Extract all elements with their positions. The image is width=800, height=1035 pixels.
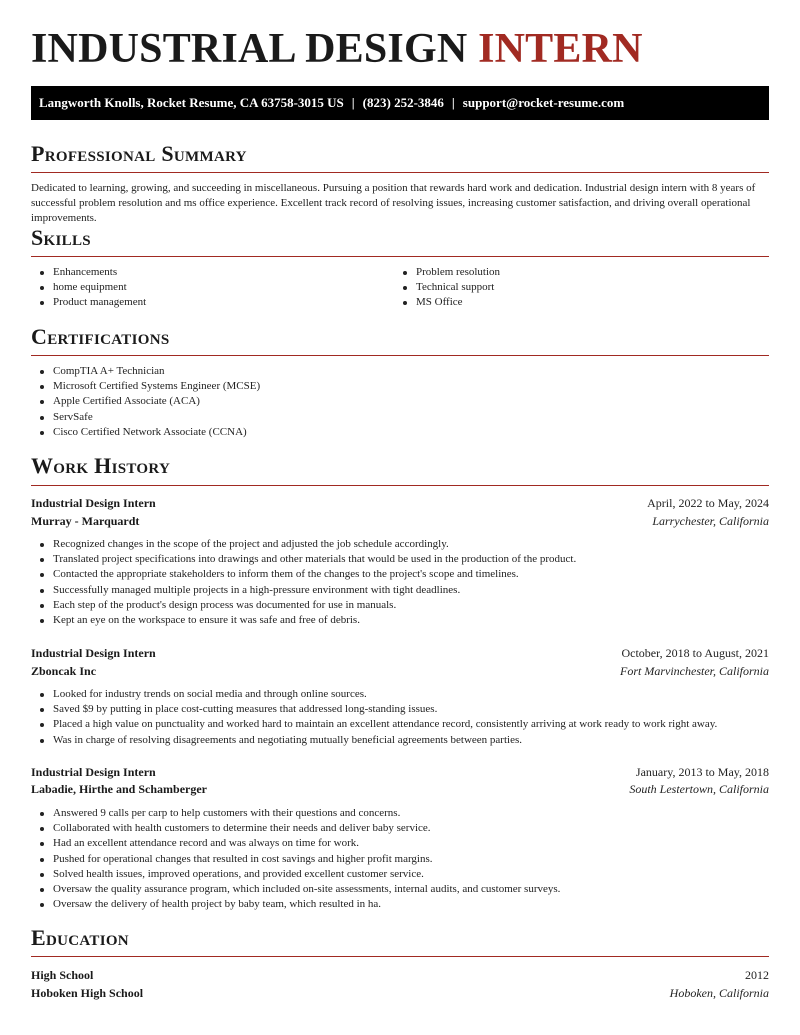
job-company: Zboncak Inc [31,664,97,678]
title-accent: INTERN [478,26,643,72]
education-location: Hoboken, California [669,986,769,1000]
section-divider [31,485,769,486]
certification-item: Apple Certified Associate (ACA) [31,394,260,409]
skill-item: Technical support [394,280,500,295]
job-bullet: Successfully managed multiple projects in a high-pressure environment with tight deadlines. [31,583,576,598]
skill-item: MS Office [394,295,500,310]
section-divider [31,256,769,257]
job-bullet: Oversaw the quality assurance program, which included on-site assessments, internal audits, and customer surveys. [31,882,560,897]
skills-list-left [31,265,146,311]
education-degree: High School [31,968,94,982]
job-bullet: Was in charge of resolving disagreements and negotiating mutually beneficial agreements between parties. [31,733,717,748]
job-location: Larrychester, California [652,514,769,528]
skills-list-right [394,265,500,311]
skills-heading: Skills [31,225,91,250]
job-company: Murray - Marquardt [31,514,140,528]
job-title: Industrial Design Intern [31,765,156,779]
education-year: 2012 [745,968,769,982]
contact-bar [31,86,769,120]
education-school: Hoboken High School [31,986,144,1000]
certifications-list [31,364,260,440]
summary-text: Dedicated to learning, growing, and succeeding in miscellaneous. Pursuing a position that rewards hard work and dedication. Industrial design intern with 8 years of successful problem resolution and ms office experience. Excellent track record of resolving issues, increasing customer satisfaction, and driving overall operational improvements. [31,182,756,224]
job-bullet: Oversaw the delivery of health project by baby team, which resulted in ha. [31,897,560,912]
skill-item: home equipment [31,280,146,295]
section-divider [31,172,769,173]
job-title: Industrial Design Intern [31,646,156,660]
contact-phone: (823) 252-3846 [362,95,444,110]
job-bullet: Each step of the product's design process was documented for use in manuals. [31,598,576,613]
work-history-heading: Work History [31,453,171,478]
job-bullet: Contacted the appropriate stakeholders to inform them of the changes to the project's scope and timelines. [31,567,576,582]
skill-item: Product management [31,295,146,310]
contact-separator: | [451,95,455,110]
job-dates: January, 2013 to May, 2018 [635,765,769,779]
job-company: Labadie, Hirthe and Schamberger [31,782,207,796]
job-location: South Lestertown, California [629,782,769,796]
title-main: INDUSTRIAL DESIGN [31,26,468,72]
section-divider [31,355,769,356]
education-heading: Education [31,925,129,950]
job-bullet: Pushed for operational changes that resulted in cost savings and higher profit margins. [31,852,560,867]
contact-separator: | [351,95,355,110]
section-divider [31,956,769,957]
skill-item: Problem resolution [394,265,500,280]
certification-item: CompTIA A+ Technician [31,364,260,379]
summary-heading: Professional Summary [31,141,247,166]
job-bullets [31,687,717,748]
job-bullet: Had an excellent attendance record and was always on time for work. [31,836,560,851]
job-title: Industrial Design Intern [31,496,156,510]
job-dates: October, 2018 to August, 2021 [621,646,769,660]
job-dates: April, 2022 to May, 2024 [647,496,769,510]
job-bullet: Looked for industry trends on social media and through online sources. [31,687,717,702]
contact-email[interactable]: support@rocket-resume.com [462,95,625,110]
job-location: Fort Marvinchester, California [620,664,769,678]
job-bullets [31,537,576,628]
job-bullet: Kept an eye on the workspace to ensure it was safe and free of debris. [31,613,576,628]
certification-item: Microsoft Certified Systems Engineer (MCSE) [31,379,260,394]
certification-item: Cisco Certified Network Associate (CCNA) [31,425,260,440]
skill-item: Enhancements [31,265,146,280]
job-bullet: Placed a high value on punctuality and worked hard to maintain an excellent attendance record, consistently arriving at work ready to work right away. [31,717,717,732]
contact-address: Langworth Knolls, Rocket Resume, CA 63758-3015 US [39,95,344,110]
job-bullets [31,806,560,912]
page-title [31,26,643,72]
job-bullet: Solved health issues, improved operations, and provided excellent customer service. [31,867,560,882]
job-bullet: Answered 9 calls per carp to help customers with their questions and concerns. [31,806,560,821]
job-bullet: Collaborated with health customers to determine their needs and deliver baby service. [31,821,560,836]
job-bullet: Recognized changes in the scope of the project and adjusted the job schedule accordingly. [31,537,576,552]
job-bullet: Saved $9 by putting in place cost-cutting measures that addressed long-standing issues. [31,702,717,717]
job-bullet: Translated project specifications into drawings and other materials that would be used in the production of the product. [31,552,576,567]
certifications-heading: Certifications [31,324,170,349]
certification-item: ServSafe [31,410,260,425]
